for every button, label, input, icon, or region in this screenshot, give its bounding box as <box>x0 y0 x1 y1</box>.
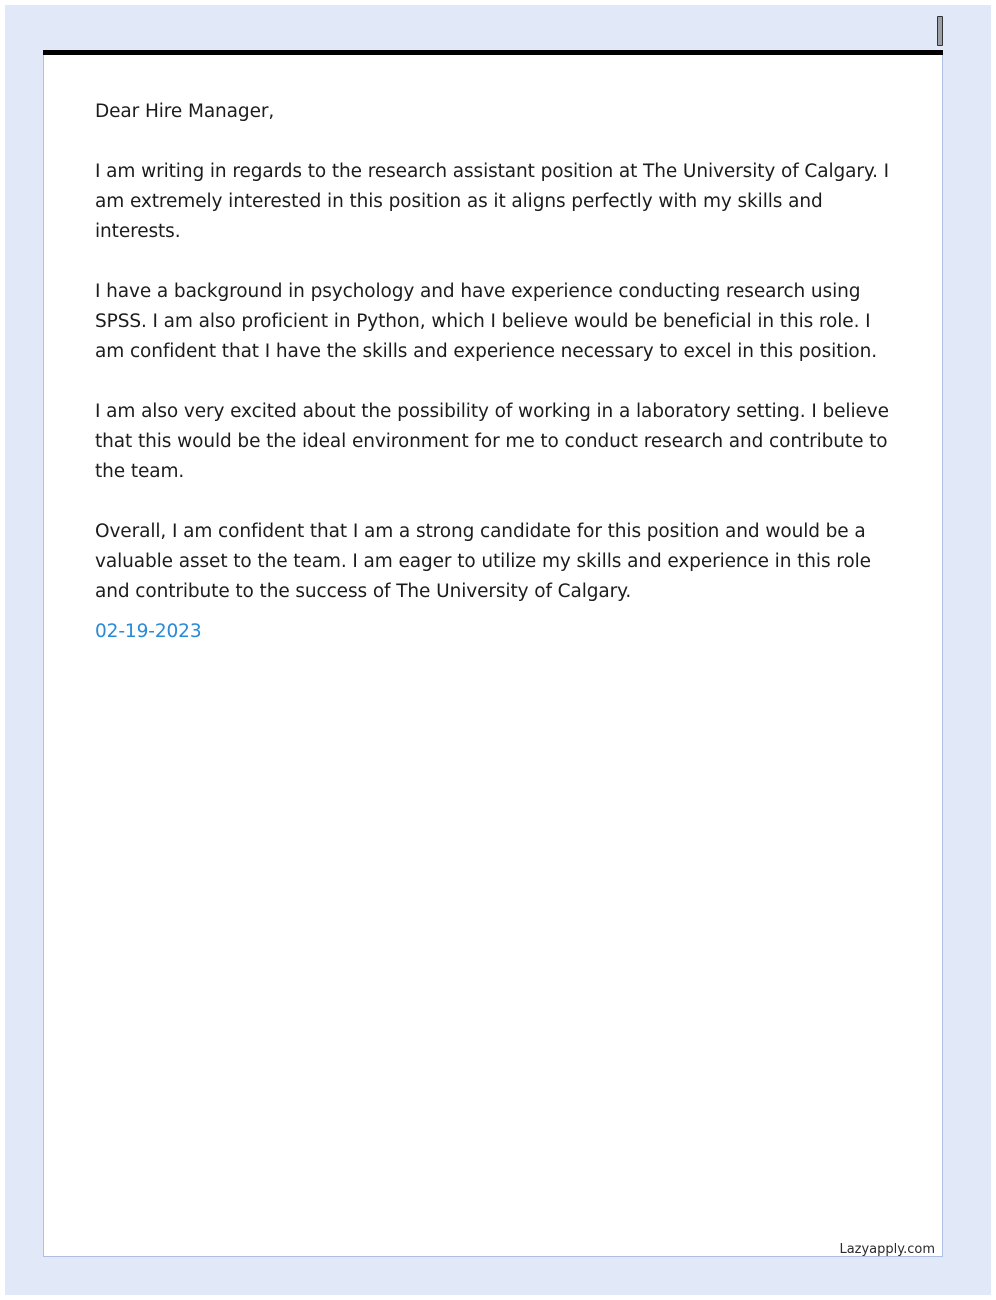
letter-paragraph-4: Overall, I am confident that I am a strong candidate for this position and would be a valuable asset to the team. I am eager to utilize my skills and experience in this role and contribute to the success of The University of Calgary. <box>95 521 871 602</box>
scrollbar-handle[interactable] <box>937 16 943 46</box>
cover-letter-body <box>95 97 895 647</box>
letter-paragraph-1: I am writing in regards to the research assistant position at The University of Calgary. I am extremely interested in this position as it aligns perfectly with my skills and interests. <box>95 161 890 242</box>
letter-paragraph-3: I am also very excited about the possibility of working in a laboratory setting. I believe that this would be the ideal environment for me to conduct research and contribute to the team. <box>95 401 889 482</box>
letter-date: 02-19-2023 <box>95 621 202 642</box>
footer-brand: Lazyapply.com <box>839 1242 935 1257</box>
letter-paragraph-2: I have a background in psychology and have experience conducting research using SPSS. I am also proficient in Python, which I believe would be beneficial in this role. I am confident that I have the skills and experience necessary to excel in this position. <box>95 281 878 362</box>
page-top-rule <box>43 50 943 55</box>
salutation: Dear Hire Manager, <box>95 101 275 122</box>
